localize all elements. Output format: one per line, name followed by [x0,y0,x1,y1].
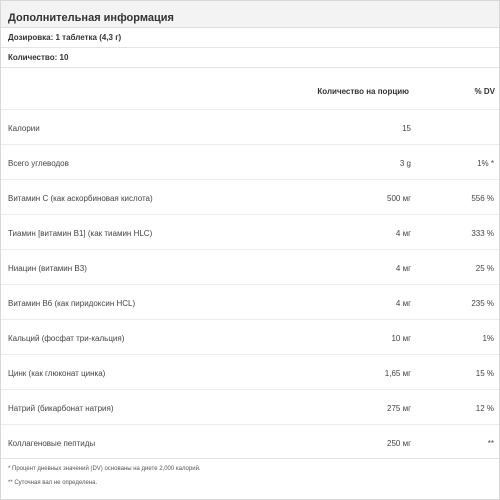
nutrient-amount: 15 [402,124,411,133]
nutrient-name: Коллагеновые пептиды [8,439,96,448]
footnote-no-daily-value: ** Суточная вал не определена. [8,480,98,486]
nutrient-dv: 556 % [471,194,494,203]
nutrient-dv: 12 % [475,404,494,413]
nutrient-amount: 1,65 мг [384,369,411,378]
nutrient-name: Тиамин [витамин B1] (как тиамин HLC) [8,229,153,238]
column-header-amount: Количество на порцию [317,87,409,96]
nutrient-name: Витамин C (как аскорбиновая кислота) [8,194,153,203]
table-row [1,354,499,389]
nutrient-name: Кальций (фосфат три-кальция) [8,334,125,343]
table-row [1,214,499,249]
nutrient-amount: 4 мг [395,299,411,308]
panel-title: Дополнительная информация [8,12,174,24]
servings-count: Количество: 10 [8,53,69,62]
nutrient-amount: 4 мг [395,264,411,273]
nutrient-name: Калории [8,124,40,133]
table-row [1,249,499,284]
table-row [1,389,499,424]
nutrient-name: Всего углеводов [8,159,69,168]
table-row [1,284,499,319]
nutrient-dv: 235 % [471,299,494,308]
nutrient-name: Ниацин (витамин B3) [8,264,87,273]
table-row [1,424,499,459]
nutrient-amount: 500 мг [387,194,411,203]
nutrient-name: Цинк (как глюконат цинка) [8,369,106,378]
servings-row [1,48,499,68]
nutrient-amount: 250 мг [387,439,411,448]
footnotes [1,458,499,499]
serving-size: Дозировка: 1 таблетка (4,3 г) [8,33,122,42]
table-row [1,179,499,214]
table-row [1,144,499,179]
nutrient-dv: 333 % [471,229,494,238]
title-bar [1,1,499,28]
serving-size-row [1,28,499,48]
footnote-daily-value: * Процент дневных значений (DV) основаны на диете 2,000 калорий. [8,466,201,472]
table-row [1,109,499,144]
nutrient-name: Витамин B6 (как пиридоксин HCL) [8,299,136,308]
nutrient-dv: 25 % [475,264,494,273]
table-row [1,319,499,354]
nutrient-amount: 4 мг [395,229,411,238]
nutrient-dv: 15 % [475,369,494,378]
nutrient-amount: 3 g [399,159,411,168]
nutrient-amount: 10 мг [391,334,411,343]
nutrient-amount: 275 мг [387,404,411,413]
table-header [1,81,499,101]
nutrient-name: Натрий (бикарбонат натрия) [8,404,114,413]
nutrient-dv: ** [487,439,494,448]
nutrient-dv: 1% [482,334,494,343]
nutrient-dv: 1% * [477,159,494,168]
column-header-dv: % DV [474,87,495,96]
